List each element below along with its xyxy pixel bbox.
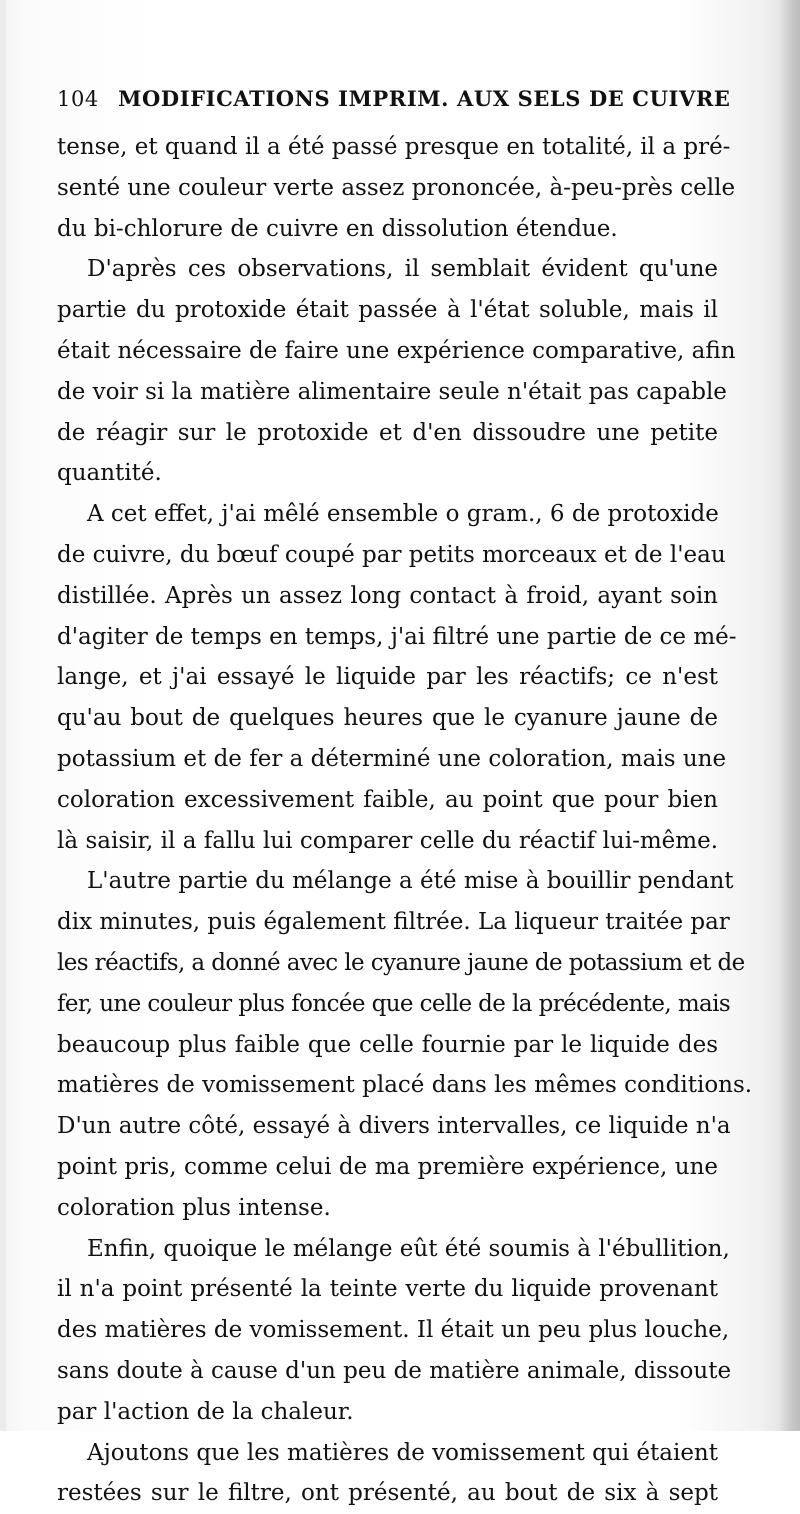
text-line: potassium et de fer a déterminé une coloration, mais une: [57, 745, 727, 772]
text-line: quantité.: [57, 460, 162, 487]
text-line: des matières de vomissement. Il était un peu plus louche,: [57, 1317, 730, 1344]
text-line: L'autre partie du mélange a été mise à bouillir pendant: [87, 868, 734, 895]
text-line: dix minutes, puis également filtrée. La liqueur traitée par: [57, 909, 730, 936]
text-line: Ajoutons que les matières de vomissement qui étaient: [87, 1439, 718, 1466]
page-left-edge: [0, 0, 6, 1431]
text-line: d'agiter de temps en temps, j'ai filtré une partie de ce mé-: [57, 623, 737, 650]
text-line: il n'a point présenté la teinte verte du liquide provenant: [57, 1276, 718, 1303]
text-line: beaucoup plus faible que celle fournie par le liquide des: [57, 1031, 718, 1058]
text-line: coloration excessivement faible, au point que pour bien: [57, 786, 718, 813]
text-line: tense, et quand il a été passé presque en totalité, il a pré-: [57, 134, 731, 160]
text-line: restées sur le filtre, ont présenté, au bout de six à sept: [57, 1480, 718, 1507]
text-line: là saisir, il a fallu lui comparer celle du réactif lui-même.: [57, 827, 718, 854]
text-line: A cet effet, j'ai mêlé ensemble o gram., 6 de protoxide: [87, 501, 719, 528]
page-number: 104: [57, 87, 99, 111]
text-line: sans doute à cause d'un peu de matière animale, dissoute: [57, 1357, 732, 1384]
text-line: D'un autre côté, essayé à divers intervalles, ce liquide n'a: [57, 1113, 731, 1140]
text-line: du bi-chlorure de cuivre en dissolution étendue.: [57, 215, 618, 242]
running-title: MODIFICATIONS IMPRIM. AUX SELS DE CUIVRE: [118, 86, 731, 111]
text-line: coloration plus intense.: [57, 1194, 331, 1221]
page-header: [57, 86, 731, 116]
text-line: de réagir sur le protoxide et d'en dissoudre une petite: [57, 419, 718, 446]
text-line: matières de vomissement placé dans les mêmes conditions.: [57, 1072, 753, 1099]
text-line: lange, et j'ai essayé le liquide par les réactifs; ce n'est: [57, 664, 718, 691]
text-line: senté une couleur verte assez prononcée, à-peu-près celle: [57, 174, 736, 201]
page-binding-edge: [778, 0, 800, 1431]
text-line: fer, une couleur plus foncée que celle de la précédente, mais: [57, 990, 731, 1017]
text-line: de voir si la matière alimentaire seule n'était pas capable: [57, 378, 727, 405]
text-line: les réactifs, a donné avec le cyanure jaune de potassium et de: [57, 949, 745, 976]
text-line: Enfin, quoique le mélange eût été soumis à l'ébullition,: [87, 1235, 730, 1262]
text-line: distillée. Après un assez long contact à froid, ayant soin: [57, 582, 718, 609]
text-line: point pris, comme celui de ma première expérience, une: [57, 1153, 718, 1180]
text-line: par l'action de la chaleur.: [57, 1398, 354, 1425]
text-line: D'après ces observations, il semblait évident qu'une: [87, 256, 718, 283]
text-line: de cuivre, du bœuf coupé par petits morceaux et de l'eau: [57, 541, 726, 568]
text-line: partie du protoxide était passée à l'état soluble, mais il: [57, 297, 718, 324]
text-line: était nécessaire de faire une expérience comparative, afin: [57, 337, 736, 364]
body-text: [57, 127, 753, 1514]
text-line: qu'au bout de quelques heures que le cyanure jaune de: [57, 705, 718, 732]
